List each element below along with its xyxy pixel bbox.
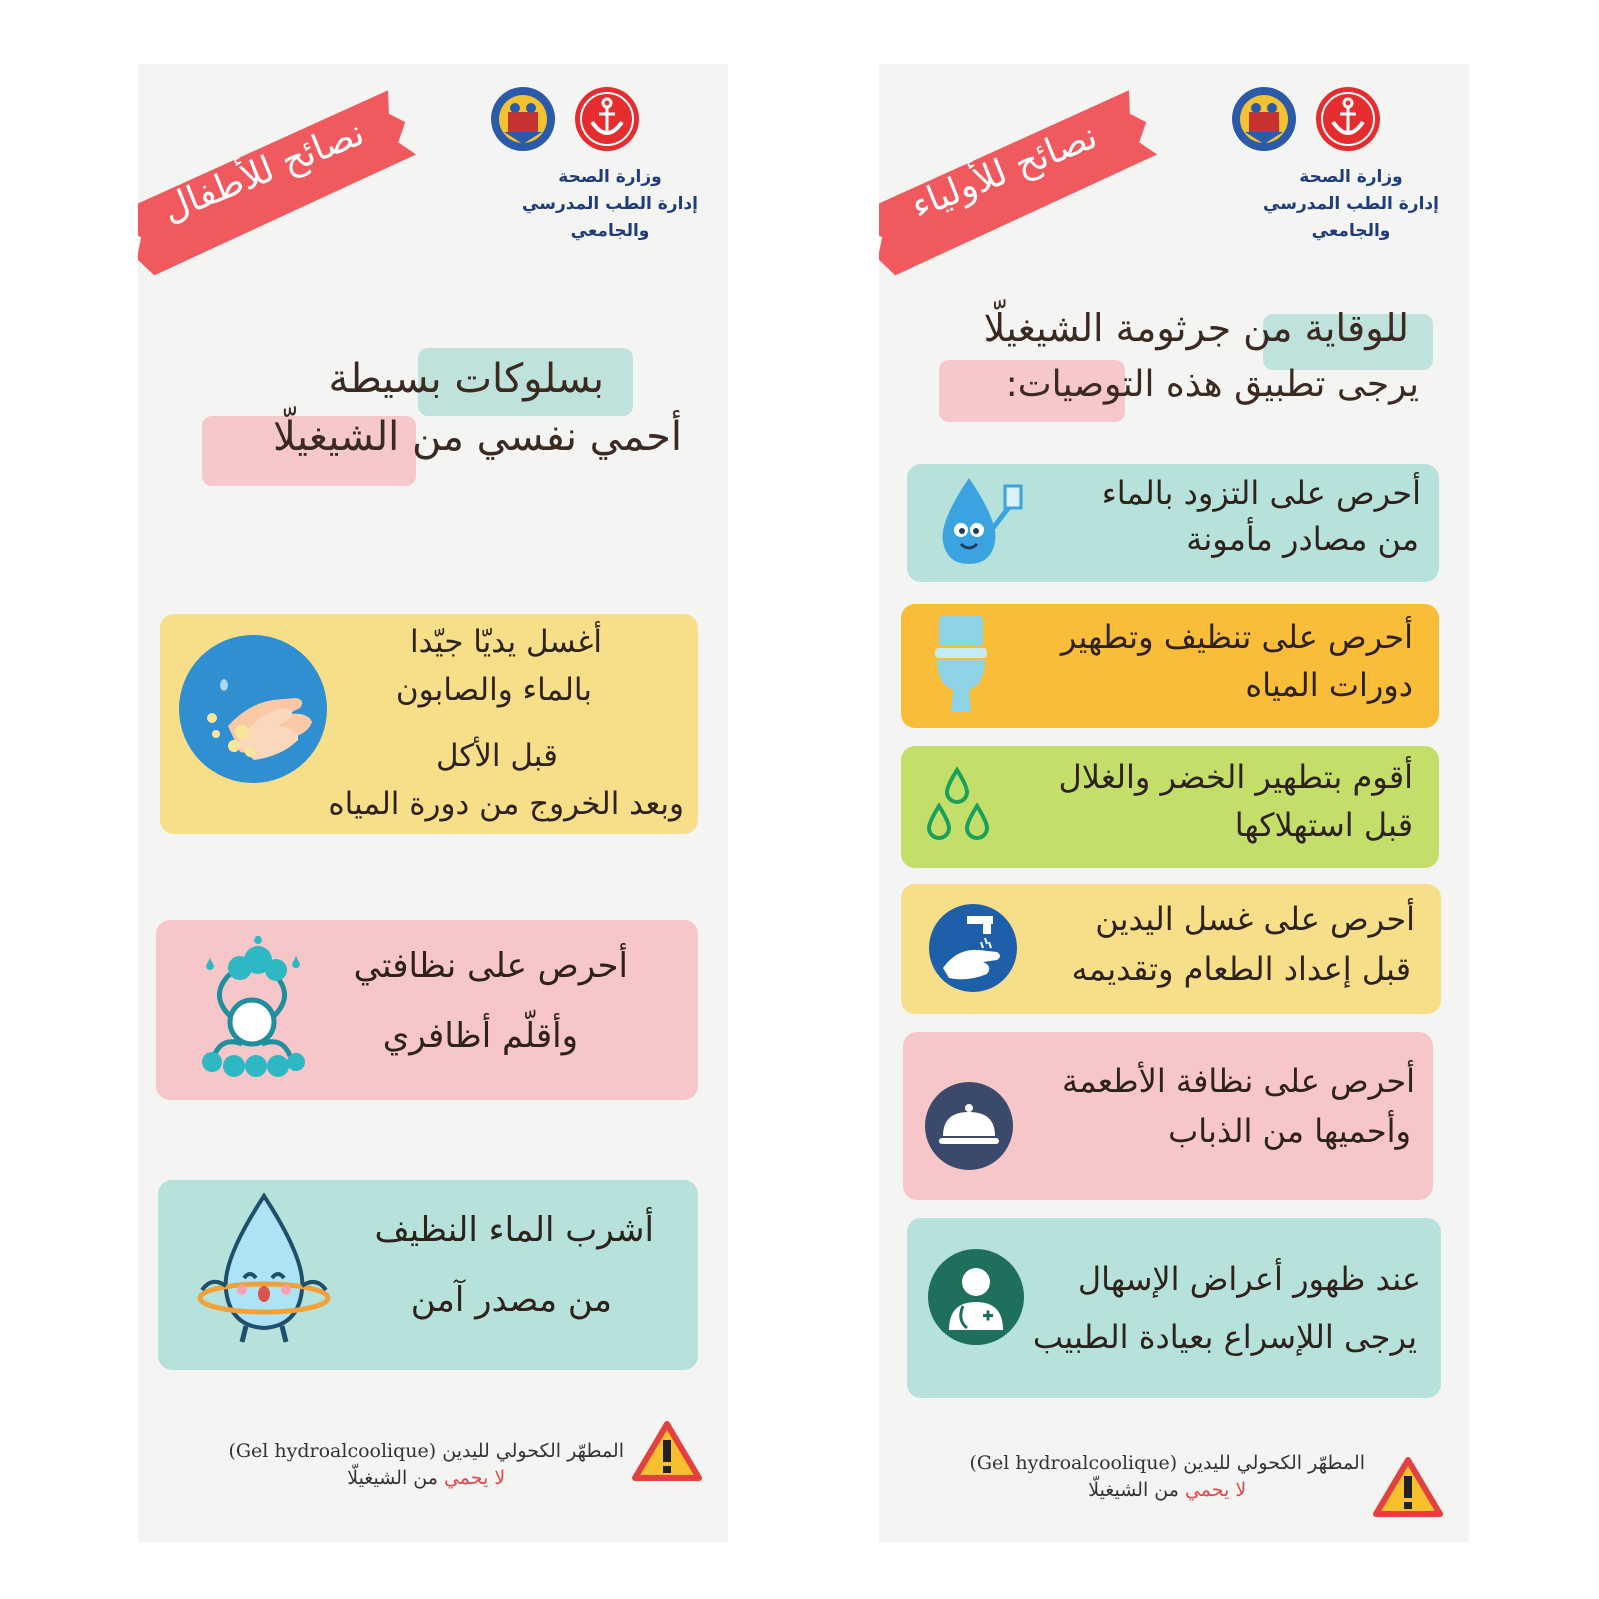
drops-icon (925, 766, 995, 846)
parents-card6-line2: يرجى اللإسراع بعيادة الطبيب (1032, 1318, 1417, 1356)
parents-card4-line1: أحرص على غسل اليدين (1095, 900, 1415, 938)
water-drop-glass-icon (929, 472, 1029, 572)
kids-banner (138, 81, 425, 284)
shower-icon (192, 936, 312, 1086)
kids-logos (490, 86, 680, 156)
parents-card-handwash (901, 884, 1441, 1014)
kids-card-water (158, 1180, 698, 1370)
kids-card2-line2: وأقلّم أظافري (382, 1016, 578, 1056)
health-ministry-logo-icon (1315, 86, 1381, 152)
kids-card-hygiene (156, 920, 698, 1100)
parents-card5-line2: وأحميها من الذباب (1168, 1112, 1411, 1150)
parents-card-toilet (901, 604, 1439, 728)
parents-card2-line2: دورات المياه (1245, 666, 1413, 704)
parents-card4-line2: قبل إعداد الطعام وتقديمه (1071, 950, 1411, 988)
kids-ministry-name: وزارة الصحة إدارة الطب المدرسي والجامعي (522, 167, 698, 241)
parents-card5-line1: أحرص على نظافة الأطعمة (1062, 1062, 1415, 1100)
parents-banner (879, 81, 1166, 284)
parents-headline-line2: يرجى تطبيق هذه التوصيات: (1005, 364, 1419, 405)
kids-card2-line1: أحرص على نظافتي (353, 946, 628, 986)
parents-card3-line2: قبل استهلاكها (1234, 806, 1413, 844)
parents-warning: المطهّر الكحولي لليدين (Gel hydroalcoolique) لا يحمي من الشيغيلّا (969, 1452, 1365, 1501)
kids-panel (138, 64, 728, 1542)
water-drop-mascot-icon (194, 1190, 334, 1350)
kids-card1-line3: قبل الأكل (435, 738, 558, 774)
parents-card6-line1: عند ظهور أعراض الإسهال (1077, 1260, 1421, 1298)
handwash-sign-icon (927, 902, 1019, 994)
kids-headline-line1: بسلوكات بسيطة (328, 356, 604, 402)
kids-card1-line2: بالماء والصابون (395, 672, 592, 708)
toilet-icon (931, 614, 991, 718)
parents-card-water (907, 464, 1439, 582)
kids-card-handwash (160, 614, 698, 834)
parents-card-food (903, 1032, 1433, 1200)
parents-headline-line1: للوقاية من جرثومة الشيغيلّا (983, 306, 1409, 350)
parents-card-doctor (907, 1218, 1441, 1398)
school-medicine-logo-icon (490, 86, 556, 152)
school-medicine-logo-icon (1231, 86, 1297, 152)
kids-card1-line4: وبعد الخروج من دورة المياه (328, 786, 684, 822)
kids-card1-line1: أغسل يديّا جيّدا (409, 624, 602, 660)
kids-headline-line2: أحمي نفسي من الشيغيلّا (272, 414, 682, 460)
health-ministry-logo-icon (574, 86, 640, 152)
parents-card1-line1: أحرص على التزود بالماء (1101, 474, 1421, 512)
parents-card-produce (901, 746, 1439, 868)
parents-logos (1231, 86, 1421, 156)
kids-card3-line2: من مصدر آمن (410, 1280, 612, 1320)
parents-card2-line1: أحرص على تنظيف وتطهير (1060, 618, 1413, 656)
warning-icon (1373, 1456, 1443, 1518)
handwash-icon (178, 634, 328, 784)
parents-panel (879, 64, 1469, 1542)
parents-ministry-name: وزارة الصحة إدارة الطب المدرسي والجامعي (1263, 167, 1439, 241)
kids-banner-text: نصائح للأطفال (156, 112, 370, 231)
parents-card1-line2: من مصادر مأمونة (1186, 520, 1419, 558)
parents-card3-line1: أقوم بتطهير الخضر والغلال (1058, 758, 1413, 796)
doctor-icon (927, 1248, 1025, 1346)
food-cloche-icon (923, 1080, 1015, 1172)
parents-banner-text: نصائح للأولياء (905, 115, 1104, 228)
warning-icon (632, 1420, 702, 1482)
kids-warning: المطهّر الكحولي لليدين (Gel hydroalcoolique) لا يحمي من الشيغيلّا (228, 1440, 624, 1489)
kids-card3-line1: أشرب الماء النظيف (374, 1210, 654, 1250)
